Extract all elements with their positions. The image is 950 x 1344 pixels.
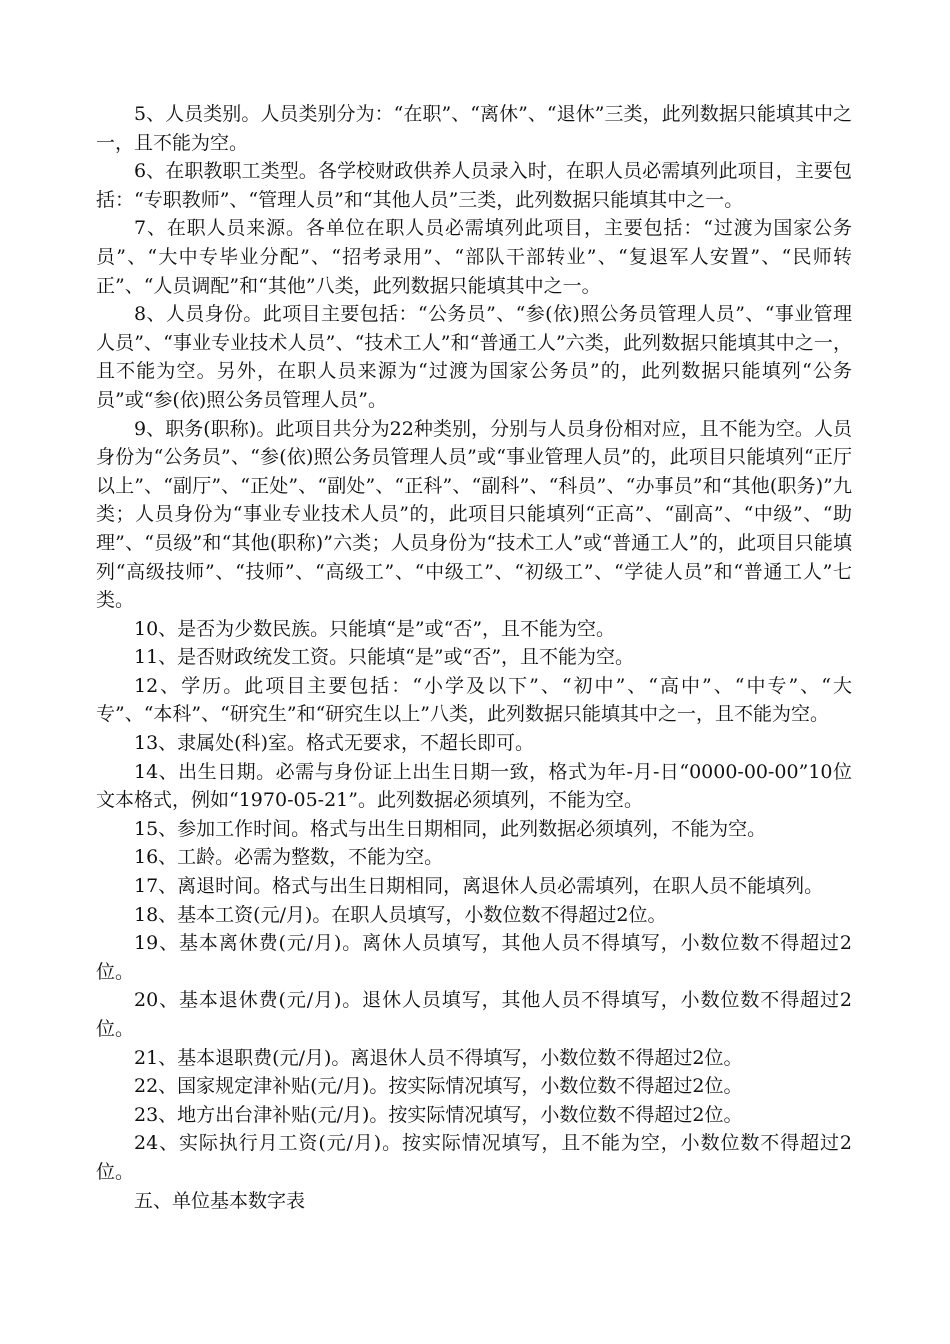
item-actual-monthly-salary: 24、实际执行月工资(元/月)。按实际情况填写，且不能为空，小数位数不得超过2位。 (96, 1132, 852, 1183)
item-basic-pension: 20、基本退休费(元/月)。退休人员填写，其他人员不得填写，小数位数不得超过2位。 (96, 989, 852, 1040)
section-heading-unit-basic-table: 五、单位基本数字表 (134, 1189, 306, 1212)
item-personnel-identity: 8、人员身份。此项目主要包括：“公务员”、“参(依)照公务员管理人员”、“事业管理人员”、“事业专业技术人员”、“技术工人”和“普通工人”六类，此列数据只能填其中之一，且不能为空。另外，在职人员来源为“过渡为国家公务员”的，此列数据只能填列“公务员”或“参(依)照公务员管理人员”。 (96, 303, 852, 411)
item-department: 13、隶属处(科)室。格式无要求，不超长即可。 (134, 732, 535, 755)
item-retirement-date: 17、离退时间。格式与出生日期相同，离退休人员必需填列，在职人员不能填列。 (134, 875, 824, 898)
item-work-start-date: 15、参加工作时间。格式与出生日期相同，此列数据必须填列，不能为空。 (134, 817, 767, 840)
item-basic-salary: 18、基本工资(元/月)。在职人员填写，小数位数不得超过2位。 (134, 903, 667, 926)
item-staff-source: 7、在职人员来源。各单位在职人员必需填列此项目，主要包括：“过渡为国家公务员”、“大中专毕业分配”、“招考录用”、“部队干部转业”、“复退军人安置”、“民师转正”、“人员调配”和“其他”八类，此列数据只能填其中之一。 (96, 217, 852, 297)
item-ethnic-minority: 10、是否为少数民族。只能填“是”或“否”，且不能为空。 (134, 617, 616, 640)
item-unified-salary: 11、是否财政统发工资。只能填“是”或“否”，且不能为空。 (134, 646, 635, 669)
item-national-allowance: 22、国家规定津补贴(元/月)。按实际情况填写，小数位数不得超过2位。 (134, 1075, 743, 1098)
item-birth-date: 14、出生日期。必需与身份证上出生日期一致，格式为年-月-日“0000-00-00”10位文本格式，例如“1970-05-21”。此列数据必须填列，不能为空。 (96, 760, 852, 812)
item-education: 12、学历。此项目主要包括：“小学及以下”、“初中”、“高中”、“中专”、“大专”、“本科”、“研究生”和“研究生以上”八类，此列数据只能填其中之一，且不能为空。 (96, 674, 852, 726)
item-position-title: 9、职务(职称)。此项目共分为22种类别，分别与人员身份相对应，且不能为空。人员身份为“公务员”、“参(依)照公务员管理人员”或“事业管理人员”的，此项目只能填列“正厅以上”、“副厅”、“正处”、“副处”、“正科”、“副科”、“科员”、“办事员”和“其他(职务)”九类；人员身份为“事业专业技术人员”的，此项目只能填列“正高”、“副高”、“中级”、“助理”、“员级”和“其他(职称)”六类；人员身份为“技术工人”或“普通工人”的，此项目只能填列“高级技师”、“技师”、“高级工”、“中级工”、“初级工”、“学徒人员”和“普通工人”七类。 (96, 417, 852, 612)
item-basic-resignation-pay: 21、基本退职费(元/月)。离退休人员不得填写，小数位数不得超过2位。 (134, 1046, 743, 1069)
item-basic-retreat-pay: 19、基本离休费(元/月)。离休人员填写，其他人员不得填写，小数位数不得超过2位。 (96, 932, 852, 983)
item-personnel-category: 5、人员类别。人员类别分为：“在职”、“离休”、“退休”三类，此列数据只能填其中之一，且不能为空。 (96, 103, 852, 154)
document-page (96, 100, 852, 1215)
item-staff-type: 6、在职教职工类型。各学校财政供养人员录入时，在职人员必需填列此项目，主要包括：“专职教师”、“管理人员”和“其他人员”三类，此列数据只能填其中之一。 (96, 160, 852, 211)
item-local-allowance: 23、地方出台津补贴(元/月)。按实际情况填写，小数位数不得超过2位。 (134, 1103, 743, 1126)
item-seniority: 16、工龄。必需为整数，不能为空。 (134, 846, 444, 869)
